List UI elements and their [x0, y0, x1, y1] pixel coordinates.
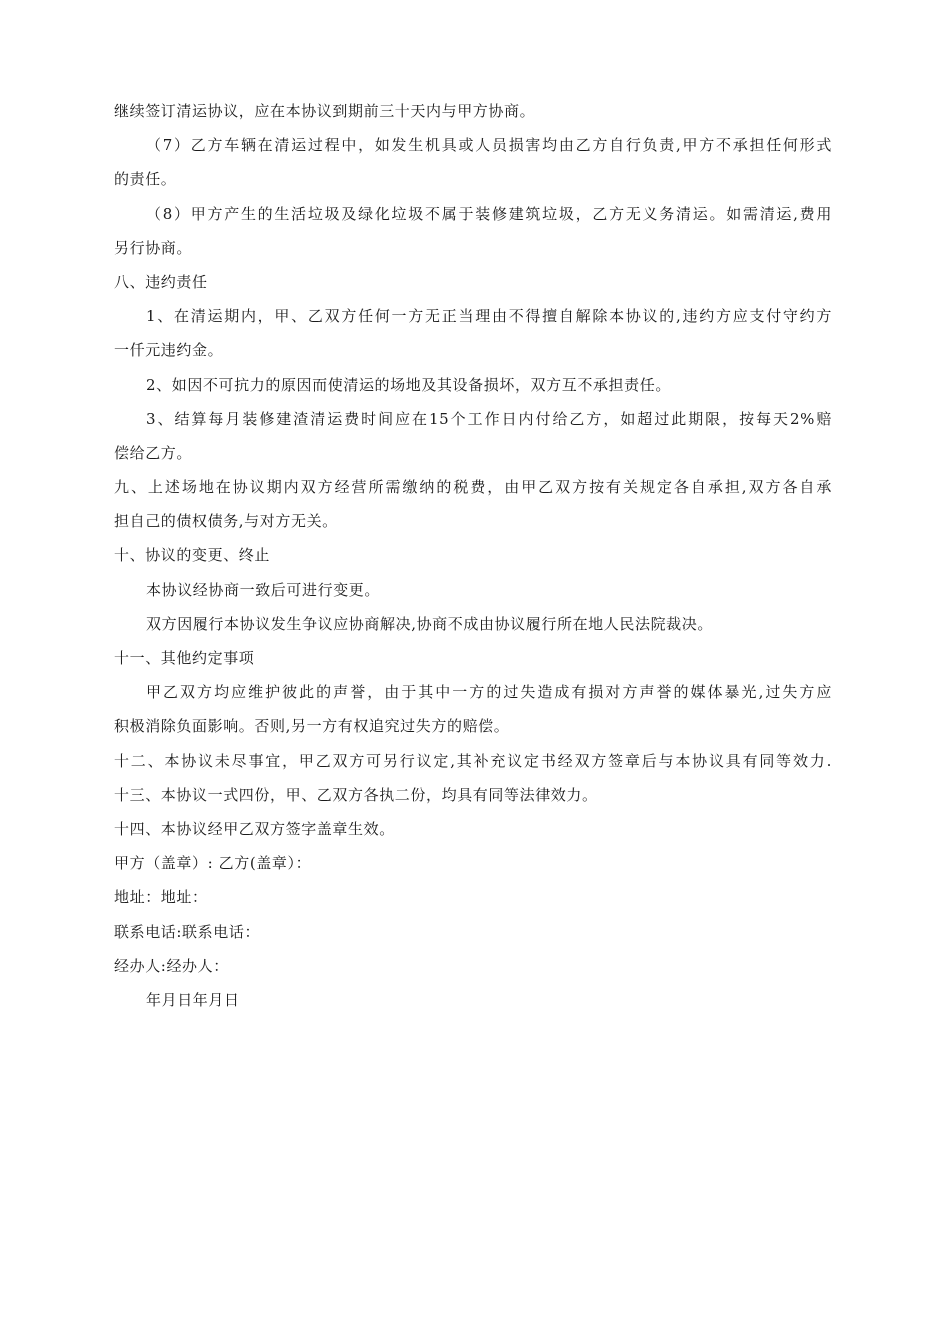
- text-line: 3、结算每月装修建渣清运费时间应在15个工作日内付给乙方，如超过此期限，按每天2%赔: [146, 409, 832, 428]
- phone-line: 联系电话:联系电话：: [114, 922, 261, 941]
- text-line: 双方因履行本协议发生争议应协商解决,协商不成由协议履行所在地人民法院裁决。: [146, 614, 713, 633]
- date-line: 年月日年月日: [146, 990, 240, 1009]
- text-line: 本协议经协商一致后可进行变更。: [146, 580, 381, 599]
- section-heading: 八、违约责任: [114, 272, 208, 291]
- document-page: [114, 94, 832, 1017]
- handler-line: 经办人:经办人：: [114, 956, 229, 975]
- text-line: 担自己的债权债务,与对方无关。: [114, 512, 338, 531]
- text-line: 2、如因不可抗力的原因而使清运的场地及其设备损坏，双方互不承担责任。: [146, 375, 671, 394]
- text-line: 另行协商。: [114, 238, 193, 257]
- text-line: 的责任。: [114, 170, 177, 189]
- text-line: 继续签订清运协议，应在本协议到期前三十天内与甲方协商。: [114, 102, 536, 120]
- text-line: （8）甲方产生的生活垃圾及绿化垃圾不属于装修建筑垃圾，乙方无义务清运。如需清运,费用: [146, 204, 832, 223]
- text-line: 十二、本协议未尽事宜，甲乙双方可另行议定,其补充议定书经双方签章后与本协议具有同等效力.: [114, 751, 832, 770]
- address-line: 地址：地址：: [114, 888, 208, 907]
- text-line: 1、在清运期内，甲、乙双方任何一方无正当理由不得擅自解除本协议的,违约方应支付守约方: [146, 307, 832, 326]
- text-line: 十三、本协议一式四份，甲、乙双方各执二份，均具有同等法律效力。: [114, 785, 598, 804]
- text-line: 九、上述场地在协议期内双方经营所需缴纳的税费，由甲乙双方按有关规定各自承担,双方各自承: [114, 478, 832, 497]
- text-line: 一仟元违约金。: [114, 341, 224, 360]
- signature-party-line: 甲方（盖章）: 乙方(盖章）：: [114, 854, 312, 873]
- text-line: 甲乙双方均应维护彼此的声誉，由于其中一方的过失造成有损对方声誉的媒体暴光,过失方应: [146, 683, 832, 702]
- section-heading: 十、协议的变更、终止: [114, 546, 271, 565]
- text-line: （7）乙方车辆在清运过程中，如发生机具或人员损害均由乙方自行负责,甲方不承担任何形式: [146, 136, 832, 155]
- text-line: 偿给乙方。: [114, 443, 193, 462]
- text-line: 十四、本协议经甲乙双方签字盖章生效。: [114, 819, 395, 838]
- section-heading: 十一、其他约定事项: [114, 649, 255, 667]
- text-line: 积极消除负面影响。否则,另一方有权追究过失方的赔偿。: [114, 717, 510, 736]
